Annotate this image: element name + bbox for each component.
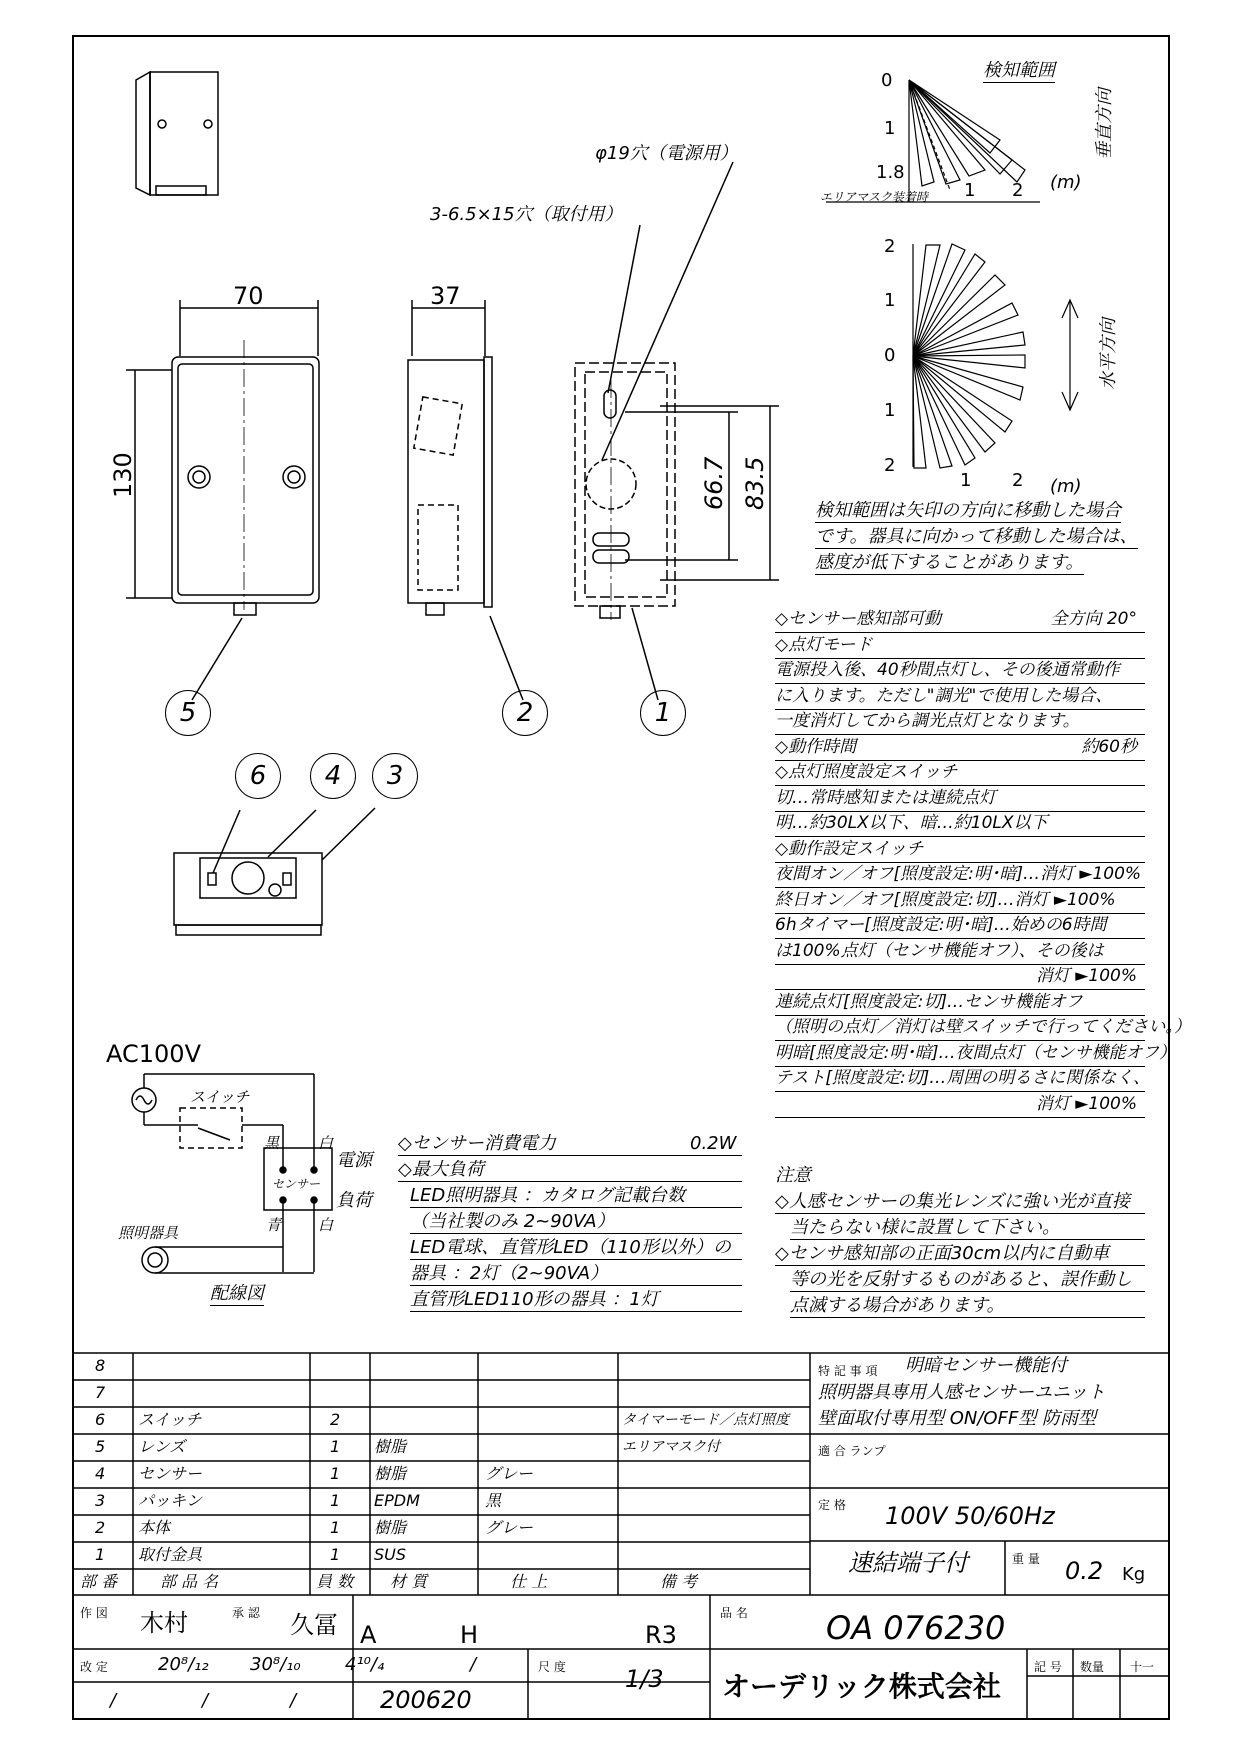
header-name: 部 品 名 bbox=[160, 1572, 219, 1591]
spec-row-text: ◇センサー感知部可動 bbox=[775, 609, 942, 629]
parts-cell-material: SUS bbox=[374, 1545, 407, 1564]
note-line-2: 当たらない様に設置して下さい。 bbox=[790, 1217, 1145, 1240]
parts-cell-name: 取付金具 bbox=[138, 1545, 203, 1564]
hole-mount-label: 3-6.5×15穴（取付用） bbox=[430, 204, 623, 225]
parts-cell-no: 8 bbox=[95, 1356, 106, 1375]
callout-6: 6 bbox=[235, 753, 281, 799]
vertical-detection-diagram bbox=[826, 80, 1040, 202]
bottom-slash-1: / bbox=[110, 1690, 117, 1711]
wire-black: 黒 bbox=[264, 1134, 280, 1152]
parts-cell-qty: 2 bbox=[330, 1410, 341, 1429]
parts-cell-no: 5 bbox=[95, 1437, 106, 1456]
spec-row-text: （照明の点灯／消灯は壁スイッチで行ってください。） bbox=[775, 1017, 1191, 1037]
rev-r3: R3 bbox=[645, 1621, 677, 1649]
wire-white-1: 白 bbox=[318, 1134, 334, 1152]
callout-5: 5 bbox=[165, 690, 211, 736]
product-number: OA 076230 bbox=[826, 1609, 1006, 1647]
parts-cell-remark: タイマーモード／点灯照度 bbox=[622, 1412, 790, 1428]
lamp-label: 適 合 ランプ bbox=[818, 1444, 886, 1458]
spec-row-text: 電源投入後、40秒間点灯し、その後通常動作 bbox=[775, 660, 1120, 680]
parts-cell-name: スイッチ bbox=[138, 1410, 202, 1429]
spec-row bbox=[775, 836, 1145, 863]
spec-row-text: ◇動作設定スイッチ bbox=[775, 838, 924, 859]
product-label: 品 名 bbox=[720, 1606, 748, 1620]
symbol-label: 記 号 bbox=[1034, 1660, 1062, 1674]
h-tick-y-0: 2 bbox=[884, 236, 896, 257]
spec-row-text: 明…約30LX以下、暗…約10LX以下 bbox=[775, 813, 1048, 833]
vertical-direction-label: 垂直方向 bbox=[1094, 88, 1115, 160]
spec-row-text: ◇点灯モード bbox=[775, 634, 873, 655]
wire-blue: 青 bbox=[266, 1216, 282, 1234]
special-line-1: 明暗センサー機能付 bbox=[905, 1355, 1067, 1376]
parts-cell-material: 樹脂 bbox=[374, 1437, 407, 1456]
callout-2: 2 bbox=[502, 690, 548, 736]
spec-row-value: 全方向 20° bbox=[1050, 609, 1137, 629]
spec-row bbox=[775, 759, 1145, 786]
spec-row bbox=[775, 810, 1145, 837]
h-tick-y-4: 2 bbox=[884, 455, 896, 476]
depth-dimension: 37 bbox=[430, 282, 461, 310]
parts-cell-name: レンズ bbox=[138, 1437, 186, 1456]
quantity-label: 数量 bbox=[1080, 1660, 1105, 1674]
parts-cell-material: EPDM bbox=[374, 1491, 420, 1510]
scale-label: 尺 度 bbox=[538, 1660, 566, 1674]
spec-row bbox=[775, 708, 1145, 735]
h-tick-x-2: 2 bbox=[1012, 470, 1024, 491]
parts-cell-name: センサー bbox=[138, 1464, 203, 1483]
side-view bbox=[408, 300, 523, 700]
consumption-value: 0.2W bbox=[690, 1133, 737, 1154]
parts-cell-finish: グレー bbox=[485, 1518, 534, 1537]
spec-row-text: に入ります。ただし"調光"で使用した場合、 bbox=[775, 685, 1113, 706]
wiring-caption: 配線図 bbox=[210, 1283, 264, 1304]
back-view bbox=[575, 162, 779, 700]
h-tick-x-1: 1 bbox=[960, 470, 972, 491]
spec-row bbox=[775, 1091, 1145, 1118]
spec-row bbox=[775, 963, 1145, 990]
rev-date-2: 30⁸/₁₀ bbox=[250, 1654, 301, 1675]
detection-title: 検知範囲 bbox=[983, 60, 1055, 81]
load-terminal-label: 負荷 bbox=[336, 1190, 372, 1211]
v-tick-y-0: 0 bbox=[881, 70, 893, 91]
callout-3: 3 bbox=[372, 753, 418, 799]
revision-label: 改 定 bbox=[80, 1660, 108, 1674]
header-material: 材 質 bbox=[390, 1572, 428, 1591]
load-line-3: LED電球、直管形LED（110形以外）の bbox=[410, 1237, 742, 1260]
spec-row-text: ◇動作時間 bbox=[775, 736, 857, 757]
spec-row bbox=[775, 938, 1145, 965]
spec-row bbox=[775, 1040, 1176, 1067]
spec-row-text: は100%点灯（センサ機能オフ）、その後は bbox=[775, 940, 1104, 961]
callout-4: 4 bbox=[310, 753, 356, 799]
consumption-label: ◇センサー消費電力 bbox=[398, 1133, 742, 1156]
front-view bbox=[126, 300, 319, 700]
h-tick-y-2: 0 bbox=[884, 345, 896, 366]
h-tick-y-1: 1 bbox=[884, 290, 896, 311]
parts-cell-remark: エリアマスク付 bbox=[622, 1439, 720, 1455]
header-no: 部 番 bbox=[80, 1572, 118, 1591]
spec-row bbox=[775, 606, 1145, 633]
weight-label: 重 量 bbox=[1012, 1552, 1040, 1566]
parts-cell-qty: 1 bbox=[330, 1437, 341, 1456]
bottom-view bbox=[174, 808, 375, 935]
load-line-4: 器具 ：2灯（2~90VA） bbox=[410, 1263, 742, 1286]
wire-white-2: 白 bbox=[318, 1216, 334, 1234]
weight-value: 0.2 bbox=[1065, 1557, 1104, 1585]
rev-date-3: 4¹⁰/₄ bbox=[345, 1654, 385, 1675]
area-mask-label: エリアマスク装着時 bbox=[820, 190, 929, 204]
parts-cell-qty: 1 bbox=[330, 1518, 341, 1537]
load-line-2: （当社製のみ 2~90VA） bbox=[410, 1211, 742, 1234]
scale-value: 1/3 bbox=[625, 1665, 664, 1693]
header-qty: 員 数 bbox=[316, 1572, 354, 1591]
rev-a: A bbox=[360, 1621, 377, 1649]
spec-row-text: 6hタイマー[照度設定:明･暗]…始めの6時間 bbox=[775, 915, 1107, 935]
note-line-4: 等の光を反射するものがあると、誤作動し bbox=[790, 1269, 1145, 1292]
spec-row bbox=[775, 785, 1145, 812]
terminal-label: 速結端子付 bbox=[848, 1549, 968, 1577]
spec-row bbox=[775, 1065, 1150, 1092]
spec-row bbox=[775, 1014, 1191, 1041]
special-line-3: 壁面取付専用型 ON/OFF型 防雨型 bbox=[818, 1408, 1097, 1429]
rev-date-4: / bbox=[470, 1654, 477, 1675]
width-dimension: 70 bbox=[233, 282, 264, 310]
spec-row-value: 消灯 ►100% bbox=[1035, 966, 1137, 986]
parts-cell-qty: 1 bbox=[330, 1464, 341, 1483]
parts-cell-no: 2 bbox=[95, 1518, 106, 1537]
spec-row-text: 一度消灯してから調光点灯となります。 bbox=[775, 711, 1080, 731]
detection-note-2: です。器具に向かって移動した場合は、 bbox=[815, 526, 1138, 547]
spec-row-text: ◇点灯照度設定スイッチ bbox=[775, 762, 958, 782]
special-line-2: 照明器具専用人感センサーユニット bbox=[818, 1382, 1106, 1403]
note-line-3: ◇センサ感知部の正面30cm以内に自動車 bbox=[775, 1243, 1145, 1266]
spec-row-text: 切…常時感知または連続点灯 bbox=[775, 787, 996, 808]
bottom-slash-3: / bbox=[290, 1690, 297, 1711]
spec-row bbox=[775, 989, 1145, 1016]
header-finish: 仕 上 bbox=[510, 1572, 548, 1591]
dim-66-7: 66.7 bbox=[700, 456, 728, 510]
spec-row-text: 連続点灯[照度設定:切]…センサ機能オフ bbox=[775, 991, 1083, 1012]
extra-label: 十一 bbox=[1130, 1660, 1155, 1674]
fixture-label: 照明器具 bbox=[118, 1224, 179, 1242]
v-unit: (m) bbox=[1050, 172, 1082, 193]
header-remark: 備 考 bbox=[660, 1572, 698, 1591]
note-line-5: 点滅する場合があります。 bbox=[790, 1295, 1145, 1318]
parts-cell-no: 7 bbox=[95, 1383, 106, 1402]
callout-1: 1 bbox=[640, 690, 686, 736]
switch-label: スイッチ bbox=[190, 1088, 250, 1106]
spec-row bbox=[775, 657, 1145, 684]
drawing-number: 200620 bbox=[380, 1686, 472, 1714]
parts-cell-qty: 1 bbox=[330, 1491, 341, 1510]
max-load-label: ◇最大負荷 bbox=[398, 1159, 742, 1182]
ac100v-label: AC100V bbox=[106, 1040, 201, 1068]
parts-cell-finish: グレー bbox=[485, 1464, 534, 1483]
drawn-label: 作 図 bbox=[80, 1606, 108, 1620]
spec-row-text: 夜間オン／オフ[照度設定:明･暗]…消灯 ►100% bbox=[775, 864, 1142, 884]
parts-cell-material: 樹脂 bbox=[374, 1518, 407, 1537]
spec-row-text: テスト[照度設定:切]…周囲の明るさに関係なく、 bbox=[775, 1068, 1150, 1088]
parts-cell-no: 4 bbox=[95, 1464, 106, 1483]
parts-cell-finish: 黒 bbox=[485, 1491, 502, 1510]
spec-row bbox=[775, 734, 1145, 761]
horizontal-detection-diagram bbox=[913, 244, 1078, 468]
spec-row bbox=[775, 632, 1145, 659]
product-isometric-view bbox=[136, 72, 218, 195]
spec-row-text: 終日オン／オフ[照度設定:切]…消灯 ►100% bbox=[775, 889, 1116, 910]
detection-note-3: 感度が低下することがあります。 bbox=[815, 552, 1084, 573]
spec-row bbox=[775, 912, 1145, 939]
parts-cell-no: 6 bbox=[95, 1410, 106, 1429]
dim-83-5: 83.5 bbox=[741, 456, 769, 510]
drawn-by: 木村 bbox=[140, 1609, 188, 1637]
note-line-1: ◇人感センサーの集光レンズに強い光が直接 bbox=[775, 1191, 1145, 1214]
power-terminal-label: 電源 bbox=[336, 1150, 372, 1171]
approved-label: 承 認 bbox=[232, 1606, 260, 1620]
parts-cell-no: 3 bbox=[95, 1491, 106, 1510]
company-name: オーデリック株式会社 bbox=[722, 1670, 1001, 1703]
parts-cell-name: 本体 bbox=[138, 1518, 171, 1537]
rating-label: 定 格 bbox=[818, 1498, 846, 1512]
spec-row-value: 消灯 ►100% bbox=[1035, 1093, 1137, 1114]
notes-title: 注意 bbox=[775, 1165, 811, 1186]
h-unit: (m) bbox=[1050, 476, 1082, 497]
hole-power-label: φ19穴（電源用） bbox=[595, 143, 738, 164]
horizontal-direction-label: 水平方向 bbox=[1098, 318, 1119, 390]
h-tick-y-3: 1 bbox=[884, 400, 896, 421]
rating-value: 100V 50/60Hz bbox=[885, 1502, 1055, 1530]
v-tick-x-1: 1 bbox=[964, 180, 976, 201]
special-label: 特 記 事 項 bbox=[818, 1364, 878, 1378]
weight-unit: Kg bbox=[1122, 1564, 1146, 1585]
height-dimension: 130 bbox=[109, 452, 137, 498]
load-line-1: LED照明器具 ：カタログ記載台数 bbox=[410, 1185, 742, 1208]
sensor-label: センサー bbox=[272, 1177, 321, 1191]
spec-row-value: 約60秒 bbox=[1081, 736, 1137, 757]
bottom-slash-2: / bbox=[202, 1690, 209, 1711]
parts-cell-material: 樹脂 bbox=[374, 1464, 407, 1483]
v-tick-y-2: 1.8 bbox=[876, 162, 905, 183]
parts-cell-no: 1 bbox=[95, 1545, 106, 1564]
spec-row bbox=[775, 861, 1145, 888]
v-tick-y-1: 1 bbox=[884, 118, 896, 139]
approved-by: 久冨 bbox=[290, 1611, 338, 1639]
load-line-5: 直管形LED110形の器具 ：1灯 bbox=[410, 1289, 742, 1312]
spec-row bbox=[775, 683, 1145, 710]
detection-note-1: 検知範囲は矢印の方向に移動した場合 bbox=[815, 500, 1121, 521]
rev-date-1: 20⁸/₁₂ bbox=[158, 1654, 209, 1675]
parts-cell-qty: 1 bbox=[330, 1545, 341, 1564]
spec-row-text: 明暗[照度設定:明･暗]…夜間点灯（センサ機能オフ） bbox=[775, 1042, 1176, 1063]
rev-h: H bbox=[460, 1621, 479, 1649]
v-tick-x-2: 2 bbox=[1012, 180, 1024, 201]
spec-row bbox=[775, 887, 1145, 914]
parts-cell-name: パッキン bbox=[138, 1491, 202, 1510]
